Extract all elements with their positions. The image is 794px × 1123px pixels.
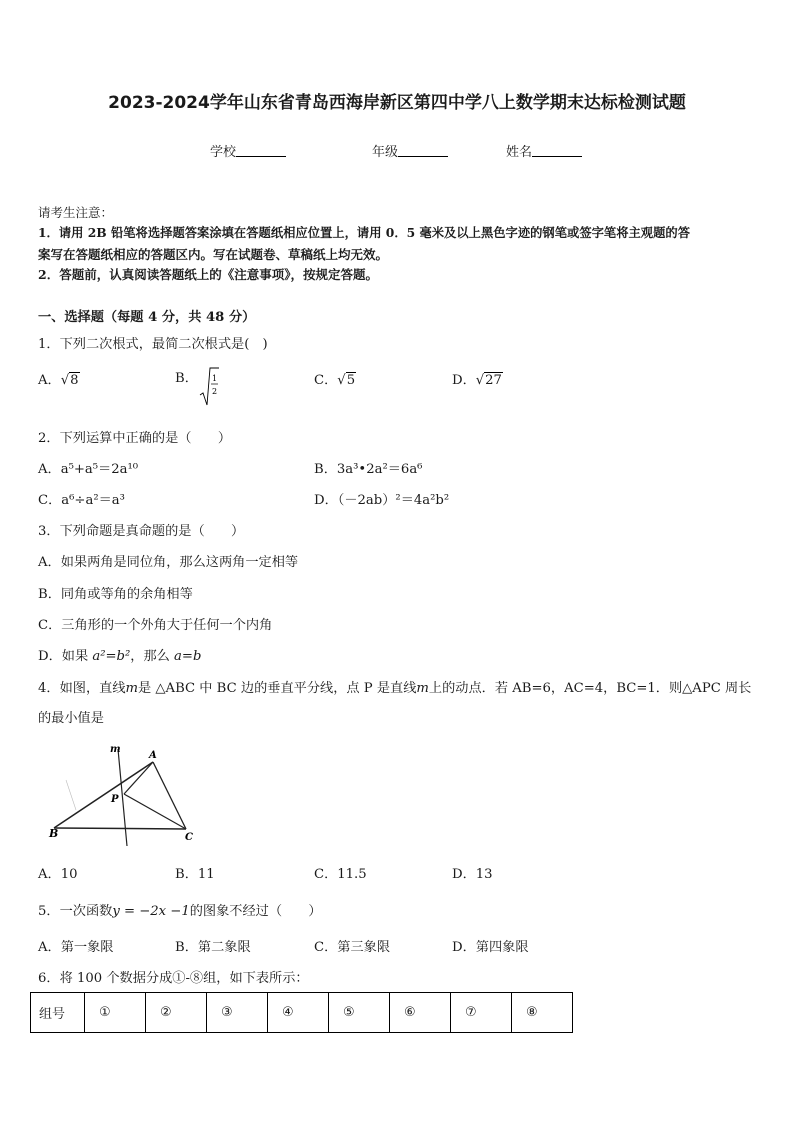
q3-option-c: C．三角形的一个外角大于任何一个内角: [38, 618, 273, 633]
sqrt-fraction-icon: [199, 367, 219, 407]
svg-text:2: 2: [212, 387, 218, 396]
q3-option-d: D．如果 a²=b²，那么 a=b: [38, 649, 202, 664]
q5-option-a: A．第一象限: [38, 940, 114, 955]
q2-option-b: B．3a³•2a²＝6a⁶: [314, 462, 423, 477]
q4-figure: [36, 740, 206, 848]
q4-option-d: D．13: [452, 867, 493, 882]
segment-BC: [54, 828, 186, 829]
q1-stem: 1．下列二次根式，最简二次根式是( ): [38, 337, 268, 352]
notice-line-1: 1．请用 2B 铅笔将选择题答案涂填在答题纸相应位置上，请用 0．5 毫米及以上黑色字迹的钢笔或签字笔将主观题的答: [38, 225, 690, 240]
name-label: 姓名: [506, 145, 533, 160]
page-title: 2023-2024学年山东省青岛西海岸新区第四中学八上数学期末达标检测试题: [108, 93, 686, 113]
label-m: m: [110, 744, 121, 755]
faint-line: [66, 780, 76, 810]
segment-AC: [153, 762, 186, 829]
label-P: P: [111, 794, 119, 805]
table-cell: ③: [207, 993, 268, 1033]
segment-BA: [54, 762, 153, 828]
q3-option-a: A．如果两角是同位角，那么这两角一定相等: [38, 555, 299, 570]
q1-option-b: B． 1 2: [175, 367, 198, 386]
q2-option-c: C．a⁶÷a²＝a³: [38, 493, 125, 508]
school-field: [210, 141, 286, 160]
svg-text:1: 1: [212, 374, 218, 383]
name-blank: [532, 144, 582, 157]
q4-option-b: B．11: [175, 867, 215, 882]
q4-stem-line-2: 的最小值是: [38, 711, 104, 726]
table-header-cell: 组号: [31, 993, 85, 1033]
q2-option-d: D．（－2ab）²＝4a²b²: [314, 493, 450, 508]
table-cell: ⑤: [329, 993, 390, 1033]
q3-stem: 3．下列命题是真命题的是（ ）: [38, 524, 245, 539]
label-C: C: [185, 832, 193, 843]
grade-field: [372, 141, 448, 160]
q3-option-b: B．同角或等角的余角相等: [38, 587, 193, 602]
q1-option-d: D．√27: [452, 373, 502, 388]
q2-stem: 2．下列运算中正确的是（ ）: [38, 431, 232, 446]
q5-option-d: D．第四象限: [452, 940, 529, 955]
notice-heading: 请考生注意：: [38, 205, 114, 220]
q1-option-a: A．√8: [38, 373, 79, 388]
q4-option-a: A．10: [38, 867, 78, 882]
q2-option-a: A．a⁵+a⁵＝2a¹⁰: [38, 462, 139, 477]
section-heading: 一、选择题（每题 4 分，共 48 分）: [38, 310, 256, 325]
q5-option-c: C．第三象限: [314, 940, 391, 955]
table-row: [31, 993, 573, 1033]
q5-option-b: B．第二象限: [175, 940, 251, 955]
notice-line-2: 2．答题前，认真阅读答题纸上的《注意事项》，按规定答题。: [38, 267, 378, 282]
table-cell: ⑧: [512, 993, 573, 1033]
q4-option-c: C．11.5: [314, 867, 367, 882]
label-B: B: [49, 827, 59, 840]
grade-blank: [398, 144, 448, 157]
name-field: [506, 141, 582, 160]
table-cell: ②: [146, 993, 207, 1033]
notice-line-1b: 案写在答题纸相应的答题区内。写在试题卷、草稿纸上均无效。: [38, 247, 389, 262]
line-m: [118, 749, 127, 846]
table-cell: ④: [268, 993, 329, 1033]
q6-stem: 6．将 100 个数据分成①-⑧组，如下表所示：: [38, 971, 309, 986]
q5-stem: 5．一次函数y = −2x −1的图象不经过（ ）: [38, 904, 322, 919]
label-A: A: [149, 750, 157, 761]
table-cell: ⑥: [390, 993, 451, 1033]
table-cell: ①: [85, 993, 146, 1033]
table-cell: ⑦: [451, 993, 512, 1033]
school-blank: [236, 144, 286, 157]
q1-option-c: C．√5: [314, 373, 356, 388]
q4-stem-line-1: 4．如图，直线m是 △ABC 中 BC 边的垂直平分线，点 P 是直线m上的动点．若 AB=6，AC=4，BC=1．则△APC 周长: [38, 681, 752, 696]
groups-table: [30, 992, 573, 1033]
school-label: 学校: [210, 145, 237, 160]
grade-label: 年级: [372, 145, 399, 160]
